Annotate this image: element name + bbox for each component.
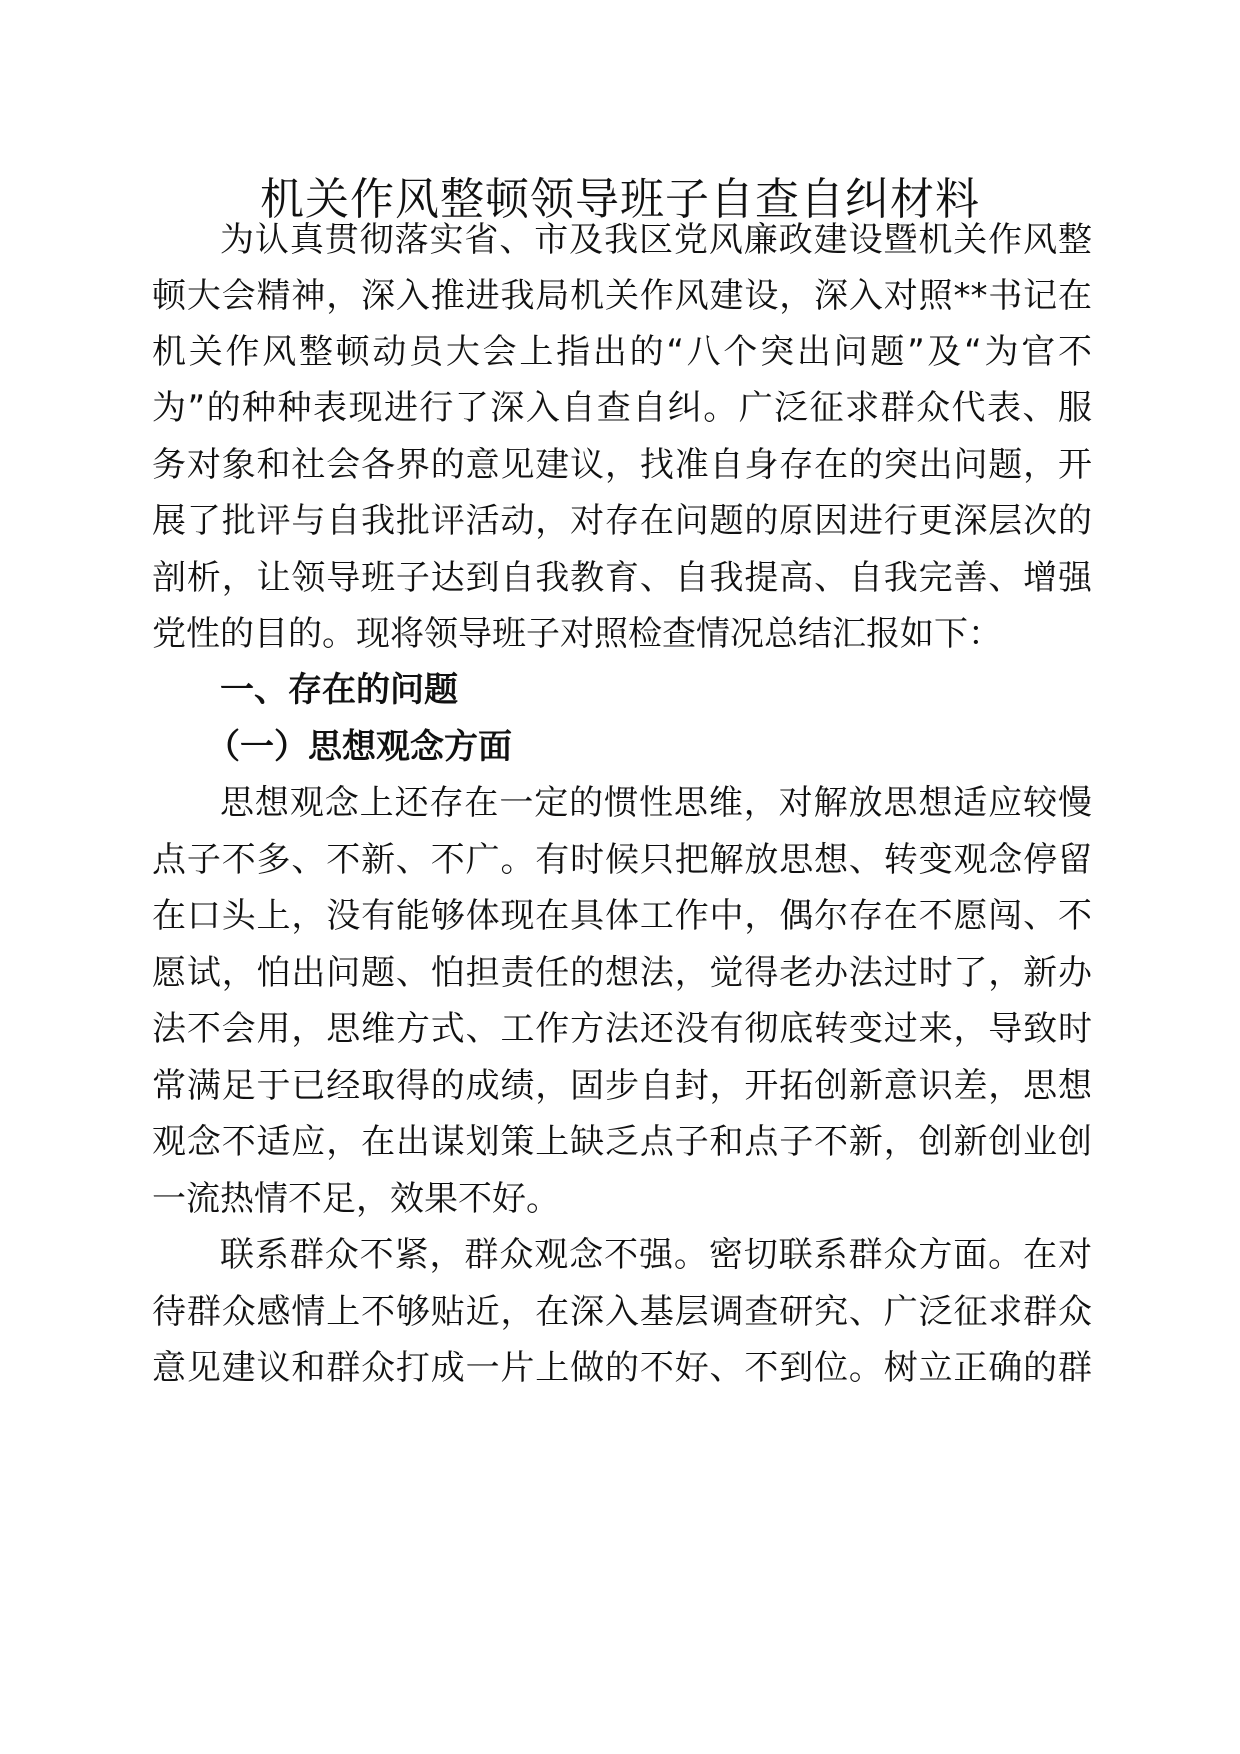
text-line: 待群众感情上不够贴近，在深入基层调查研究、广泛征求群众 [152, 1292, 1092, 1332]
text-line: 点子不多、不新、不广。有时候只把解放思想、转变观念停留 [152, 840, 1092, 880]
text-line: 党性的目的。现将领导班子对照检查情况总结汇报如下： [152, 614, 1002, 654]
text-line: 思想观念上还存在一定的惯性思维，对解放思想适应较慢 [220, 783, 1092, 823]
text-line: 为认真贯彻落实省、市及我区党风廉政建设暨机关作风整 [220, 220, 1092, 260]
text-line: 联系群众不紧，群众观念不强。密切联系群众方面。在对 [220, 1235, 1092, 1275]
text-line: 剖析，让领导班子达到自我教育、自我提高、自我完善、增强 [152, 558, 1092, 598]
subsection-heading: （一）思想观念方面 [206, 727, 512, 767]
text-line: 展了批评与自我批评活动，对存在问题的原因进行更深层次的 [152, 501, 1092, 541]
text-line: 意见建议和群众打成一片上做的不好、不到位。树立正确的群 [152, 1348, 1092, 1388]
text-line: 顿大会精神，深入推进我局机关作风建设，深入对照**书记在 [152, 276, 1092, 316]
text-line: 愿试，怕出问题、怕担责任的想法，觉得老办法过时了，新办 [152, 953, 1092, 993]
text-line: 常满足于已经取得的成绩，固步自封，开拓创新意识差，思想 [152, 1066, 1092, 1106]
text-line: 机关作风整顿动员大会上指出的“八个突出问题”及“为官不 [152, 332, 1092, 372]
text-line: 一流热情不足，效果不好。 [152, 1179, 560, 1219]
document-title: 机关作风整顿领导班子自查自纠材料 [260, 174, 980, 225]
text-line: 法不会用，思维方式、工作方法还没有彻底转变过来，导致时 [152, 1009, 1092, 1049]
text-line: 观念不适应，在出谋划策上缺乏点子和点子不新，创新创业创 [152, 1122, 1092, 1162]
text-line: 为”的种种表现进行了深入自查自纠。广泛征求群众代表、服 [152, 388, 1092, 428]
section-heading: 一、存在的问题 [220, 670, 458, 710]
text-line: 务对象和社会各界的意见建议，找准自身存在的突出问题，开 [152, 445, 1092, 485]
text-line: 在口头上，没有能够体现在具体工作中，偶尔存在不愿闯、不 [152, 896, 1092, 936]
